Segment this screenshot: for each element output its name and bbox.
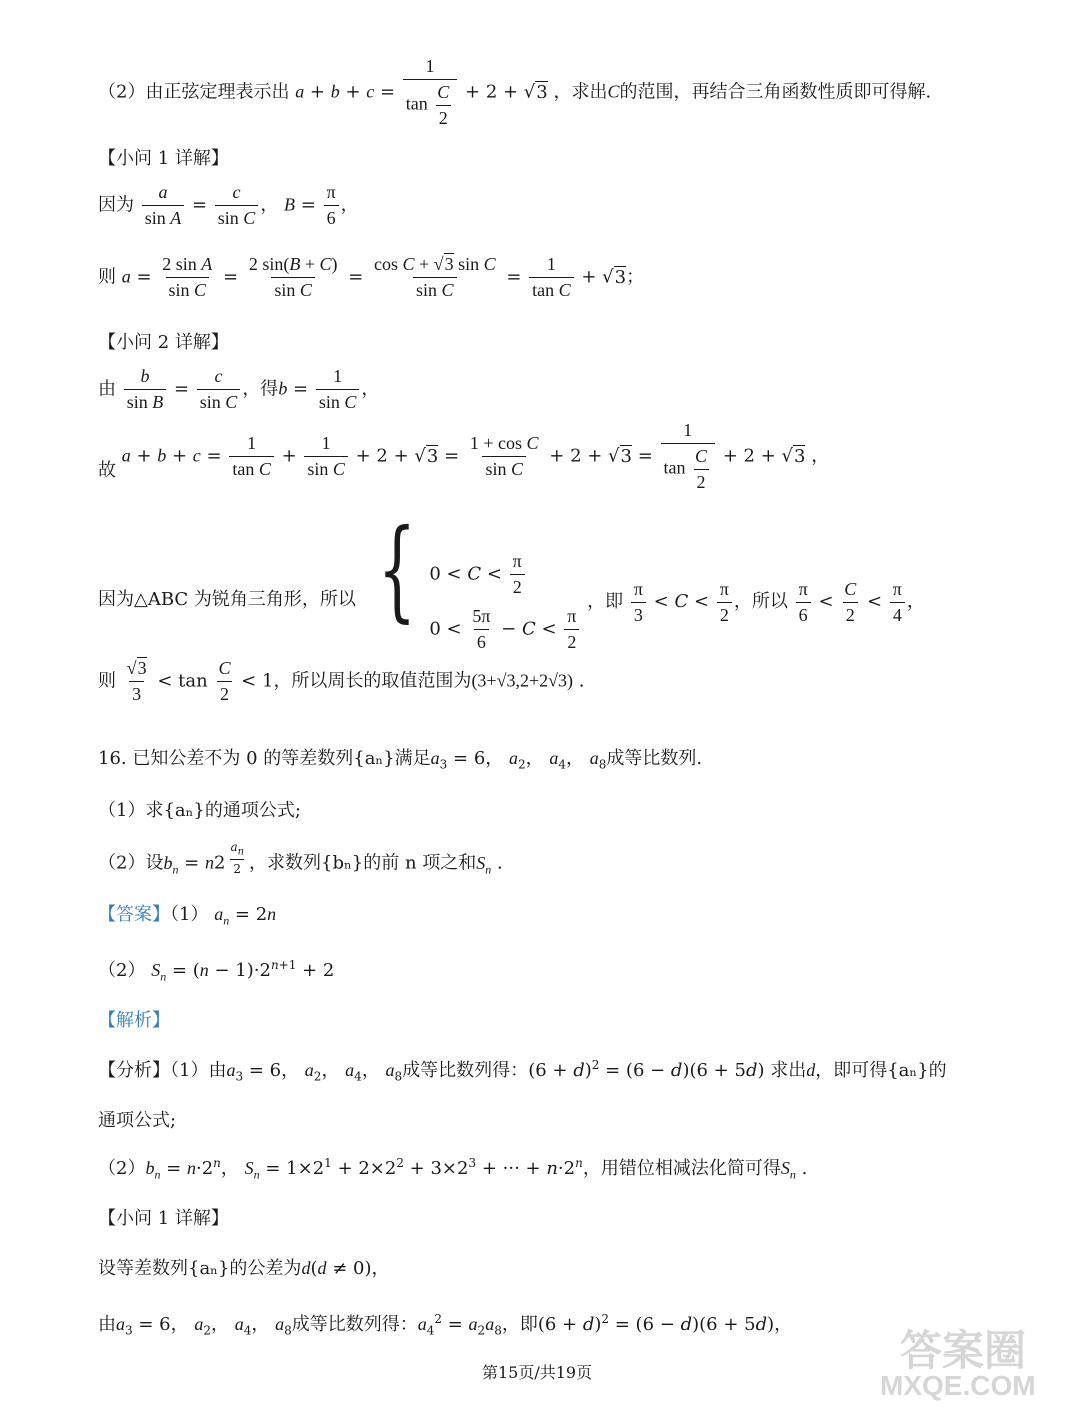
answer-label: 【答案】 (98, 904, 170, 925)
sub2-therefore-line: 故 a + b + c = $\frac{1}{\text{tan C}}$ + $\frac{1}{\text{sin C}}$ + 2 + √3 = $\frac{\text{1 + cos C}}{\text{sin C}}$ + 2 + √3 = 1 tan $\frac{C}{2}$ + 2 + √3 ， (98, 420, 830, 492)
page-footer: 第15页/共19页 (482, 1363, 593, 1382)
fenxi-line2: $(2)b_n = n\cdot 2^n$， $S_n = 1\times 2^1 + 2\times 2^2 + 3\times 2^3$ + ··· + $n\cdot 2^n$，用错位相减法化简可得$S_n$ . (98, 1156, 808, 1182)
sub2-final-line: 则 $\frac{√3}{3}$ < tan $\frac{C}{2}$ < 1，所以周长的取值范围为(3+√3,2+2√3) . (98, 658, 585, 704)
answer-line1: 【答案】（1） $a_n = 2n$ (98, 904, 277, 928)
sub1-because-line: 因为 $\frac{a}{\text{sin A}}$ = $\frac{c}{\text{sin C}}$ ， B = $\frac{\pi}{6}$ ， (98, 182, 359, 228)
detail-line2: 由$a_3 = 6$， $a_2$， $a_4$， $a_8$成等比数列得：$a_4^2 = a_2a_8$，即$(6 + d)^2 = (6 - d)(6 + 5d)$， (98, 1312, 793, 1338)
watermark-logo: 答案圈 (900, 1327, 1027, 1374)
answer-line2: （2） $S_n = (n - 1)\cdot 2^{n+1} + 2$ (98, 958, 335, 984)
detail-line1: 设等差数列{aₙ}的公差为d(d ≠ 0)， (98, 1258, 390, 1279)
sub2-acute-line: 因为△ABC 为锐角三角形，所以 { 0 < C < $\frac{\pi}{2}$ 0 < $\frac{5\pi}{6}$ − C < $\frac{\pi}{2}$ ，即 $\frac{\pi}{3}$ < C < $\frac{\pi}{2}$ ，所以 $\frac{\pi}{6}$ < $\frac{C}{2}$ < $\frac{\pi}{4}$ ， (98, 505, 925, 652)
fenxi-line1-cont: 通项公式; (98, 1110, 177, 1131)
intro-text: （2）由正弦定理表示出 (98, 81, 290, 103)
watermark-url: MXQE.COM (880, 1370, 1036, 1401)
sub1-then-line: 则 a = $\frac{\text{2 sin A}}{\text{sin C}}$ = $\frac{2 \sin(B + C)}{\text{sin C}}$ = $\frac{\text{cos C + √3 sin C}}{\text{sin C}}$ = $\frac{1}{\text{tan C}}$ + √3； (98, 254, 645, 300)
problem16-stem: 16. 已知公差不为 0 的等差数列{aₙ}满足$a_3 = 6$， $a_2$， $a_4$， $a_8$成等比数列. (98, 748, 703, 772)
p16-sub1-heading: 【小问 1 详解】 (98, 1208, 229, 1229)
sub2-from-line: 由 $\frac{b}{\text{sin B}}$ = $\frac{c}{\text{sin C}}$ ，得b = $\frac{1}{\text{sin C}}$ ， (98, 366, 380, 412)
analysis-label: 【解析】 (98, 1010, 170, 1031)
problem16-part2: （2）设$b_n = n2$ $^{\frac{a_n}{2}}$ ，求数列{bₙ}的前 n 项之和$S_n$ . (98, 840, 503, 877)
fenxi-line1: 【分析】（1）由$a_3 = 6$， $a_2$， $a_4$， $a_8$成等比数列得：$(6 + d)^2 = (6 - d)(6 + 5d)$ 求出d，即可得{aₙ}的 (98, 1058, 947, 1084)
problem16-part1: （1）求{aₙ}的通项公式; (98, 800, 301, 821)
sub2-heading: 【小问 2 详解】 (98, 332, 229, 353)
sub1-heading: 【小问 1 详解】 (98, 148, 229, 169)
intro-line: （2）由正弦定理表示出 a + b + c = 1 tan $\frac{C}{2}$ + 2 + √3 ，求出C的范围，再结合三角函数性质即可得解. (98, 56, 932, 128)
formula-frac: 1 tan $\frac{C}{2}$ (403, 56, 458, 129)
